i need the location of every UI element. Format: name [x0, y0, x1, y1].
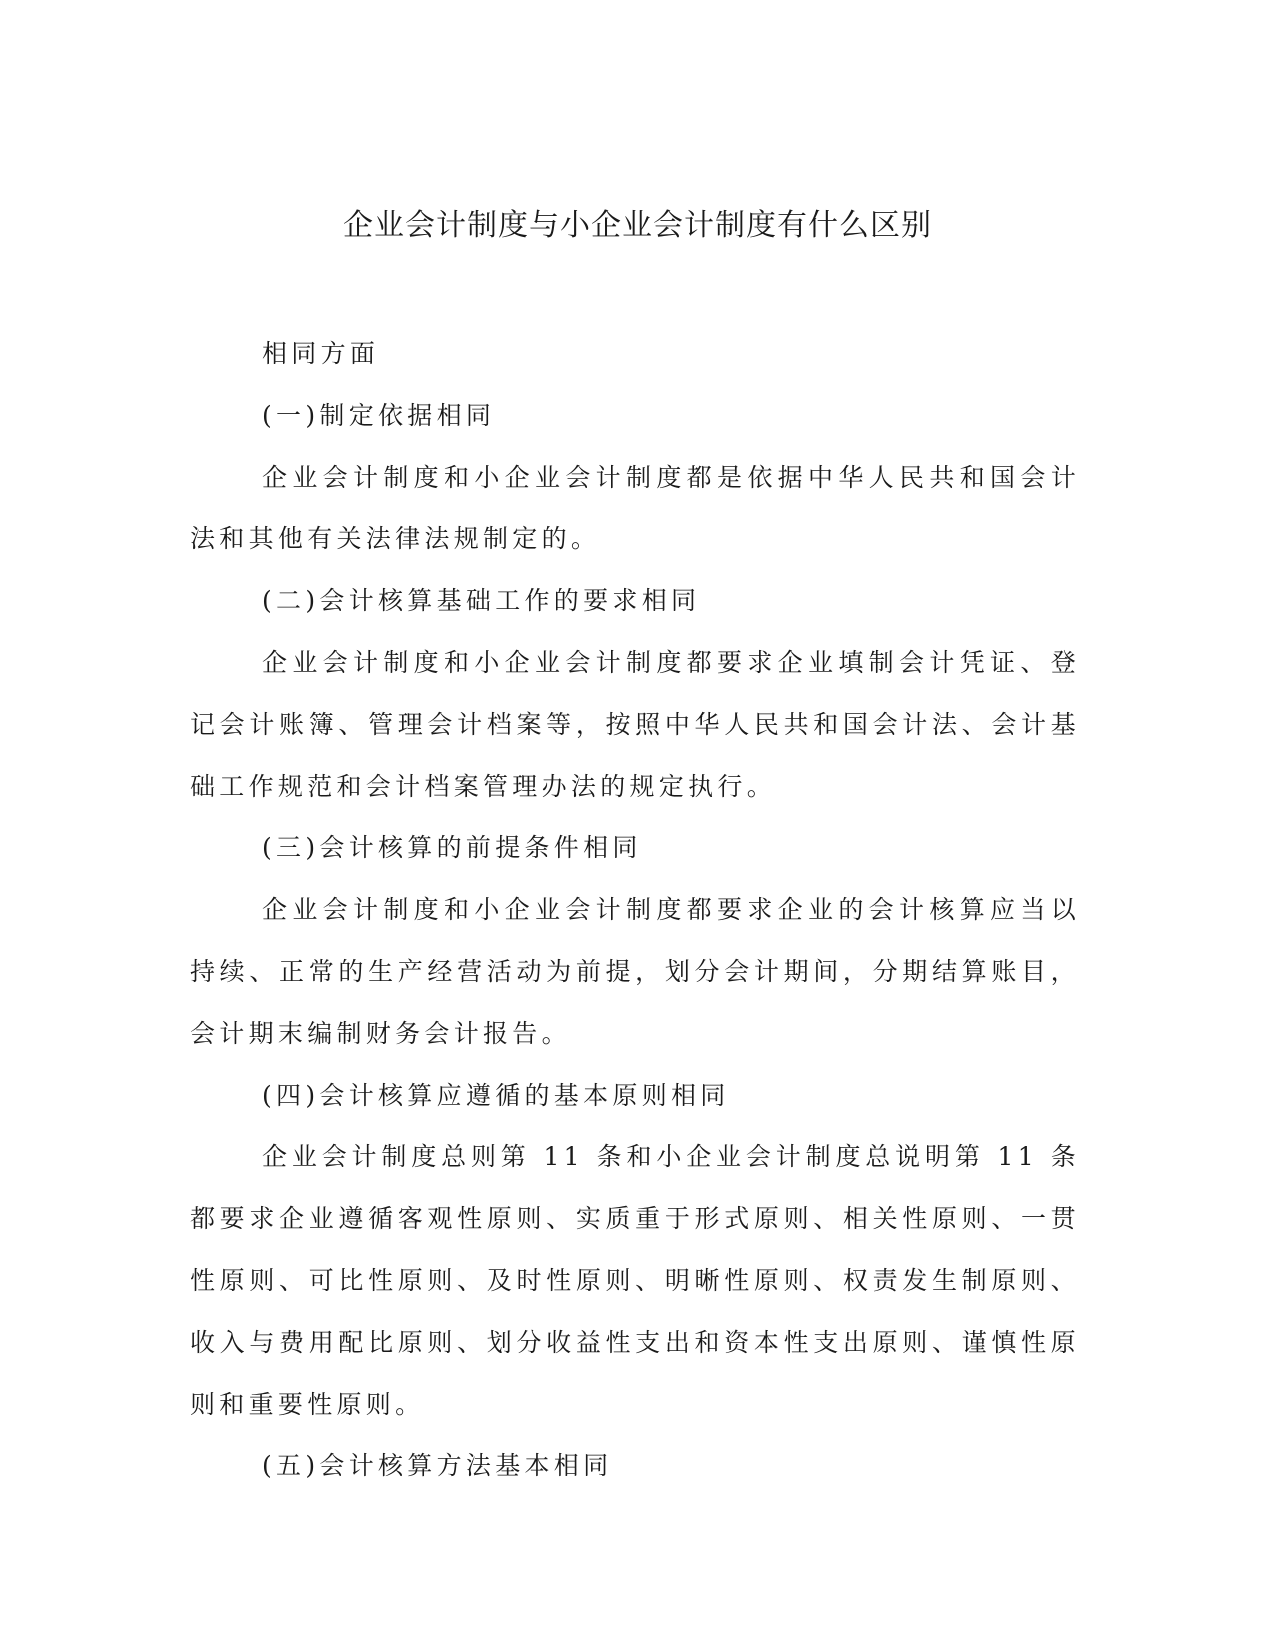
section-heading: 相同方面 — [262, 339, 380, 368]
body-paragraph: 企业会计制度和小企业会计制度都是依据中华人民共和国会计法和其他有关法律法规制定的。 — [190, 462, 1080, 554]
document-body — [190, 323, 1080, 1497]
body-paragraph: 企业会计制度总则第 11 条和小企业会计制度总说明第 11 条都要求企业遵循客观性原则、实质重于形式原则、相关性原则、一贯性原则、可比性原则、及时性原则、明晰性原则、权责发生制原则、收入与费用配比原则、划分收益性支出和资本性支出原则、谨慎性原则和重要性原则。 — [190, 1142, 1080, 1419]
subsection-heading: (二)会计核算基础工作的要求相同 — [262, 586, 701, 616]
subsection-heading: (一)制定依据相同 — [262, 400, 496, 430]
document-title: 企业会计制度与小企业会计制度有什么区别 — [343, 208, 932, 243]
body-paragraph: 企业会计制度和小企业会计制度都要求企业填制会计凭证、登记会计账簿、管理会计档案等，按照中华人民共和国会计法、会计基础工作规范和会计档案管理办法的规定执行。 — [190, 647, 1080, 801]
body-paragraph: 企业会计制度和小企业会计制度都要求企业的会计核算应当以持续、正常的生产经营活动为前提，划分会计期间，分期结算账目，会计期末编制财务会计报告。 — [190, 895, 1080, 1048]
subsection-heading: (三)会计核算的前提条件相同 — [262, 833, 642, 863]
subsection-heading: (五)会计核算方法基本相同 — [262, 1451, 613, 1481]
subsection-heading: (四)会计核算应遵循的基本原则相同 — [262, 1080, 730, 1110]
